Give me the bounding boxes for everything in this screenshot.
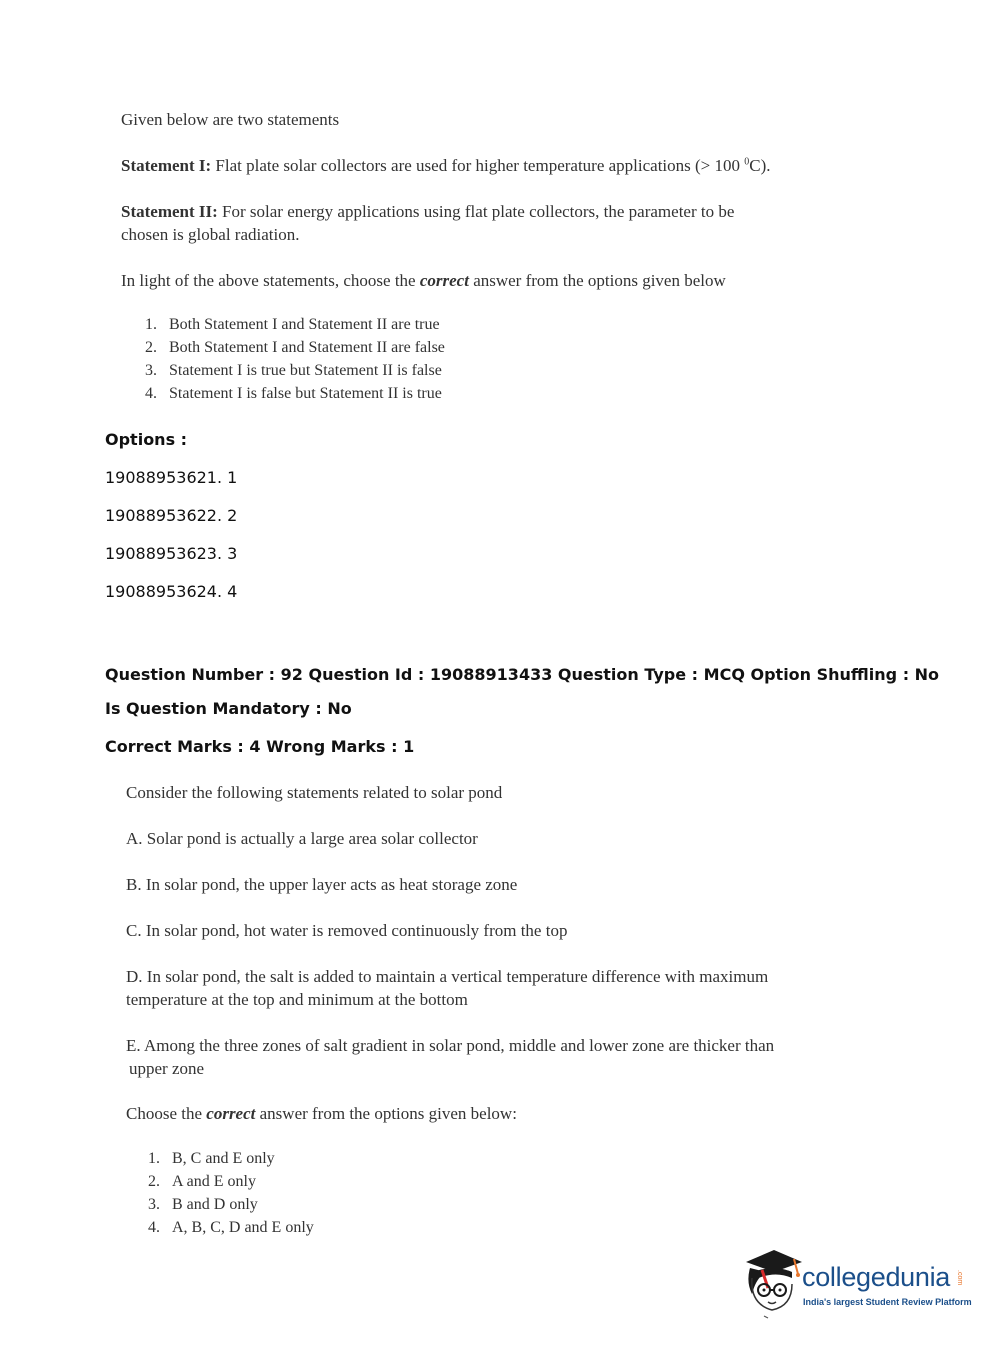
options-label: Options :: [105, 430, 188, 449]
q91-statement-1-text: Flat plate solar collectors are used for higher temperature applications (> 100: [215, 156, 741, 175]
q91-statement-2-line2: chosen is global radiation.: [121, 225, 300, 244]
choice-text: Statement I is false but Statement II is true: [169, 385, 442, 402]
q91-intro: Given below are two statements: [121, 110, 340, 129]
q92-intro: Consider the following statements related to solar pond: [126, 783, 503, 802]
option-4: 19088953624. 4: [105, 582, 238, 601]
choice-number: 4.: [145, 385, 157, 402]
q91-choose-instruction: [121, 271, 726, 291]
option-3: 19088953623. 3: [105, 544, 238, 563]
logo-dotcom: .com: [956, 1270, 963, 1286]
q91-statement-1-label: Statement I:: [121, 156, 212, 175]
q92-statement-e-line1: E. Among the three zones of salt gradient in solar pond, middle and lower zone are thicker than: [126, 1036, 775, 1055]
choice-text: A and E only: [172, 1173, 256, 1190]
option-1: 19088953621. 1: [105, 468, 238, 487]
q91-statement-2-line1: For solar energy applications using flat plate collectors, the parameter to be: [222, 202, 735, 221]
choice-number: 4.: [148, 1219, 160, 1236]
q92-choose-post: answer from the options given below:: [259, 1104, 517, 1123]
choice-text: Both Statement I and Statement II are true: [169, 316, 440, 333]
q91-statement-1-degree: 0: [744, 156, 750, 168]
choice-text: B, C and E only: [172, 1150, 275, 1167]
q92-statement-d-line1: D. In solar pond, the salt is added to maintain a vertical temperature difference with maximum: [126, 967, 769, 986]
choice-text: Both Statement I and Statement II are false: [169, 339, 445, 356]
q92-choose-instruction: [126, 1104, 517, 1124]
q92-header-line1: Question Number : 92 Question Id : 19088913433 Question Type : MCQ Option Shuffling : No: [105, 665, 940, 684]
choice-text: A, B, C, D and E only: [172, 1219, 314, 1236]
choice-number: 2.: [145, 339, 157, 356]
q91-choose-post: answer from the options given below: [473, 271, 726, 290]
logo-wordmark: collegedunia: [802, 1262, 951, 1292]
q91-statement-1-end: C).: [749, 156, 771, 175]
choice-number: 3.: [148, 1196, 160, 1213]
q92-statement-b: B. In solar pond, the upper layer acts as heat storage zone: [126, 875, 518, 894]
q91-statement-1: [121, 156, 771, 176]
option-2: 19088953622. 2: [105, 506, 238, 525]
choice-number: 1.: [148, 1150, 160, 1167]
q91-choose-em: correct: [419, 271, 469, 290]
choice-number: 1.: [145, 316, 157, 333]
q91-statement-2: [121, 202, 734, 222]
q92-header-line3: Correct Marks : 4 Wrong Marks : 1: [105, 737, 415, 756]
q91-statement-2-label: Statement II:: [121, 202, 218, 221]
mascot-icon: [742, 1248, 804, 1322]
choice-text: B and D only: [172, 1196, 258, 1213]
q92-choose-em: correct: [206, 1104, 256, 1123]
q92-header-line2: Is Question Mandatory : No: [105, 699, 352, 718]
collegedunia-logo[interactable]: [742, 1248, 972, 1322]
q91-choose-pre: In light of the above statements, choose the: [121, 271, 416, 290]
choice-text: Statement I is true but Statement II is false: [169, 362, 442, 379]
choice-number: 2.: [148, 1173, 160, 1190]
q92-choose-pre: Choose the: [126, 1104, 203, 1123]
q92-statement-a: A. Solar pond is actually a large area solar collector: [126, 829, 478, 848]
q92-statement-e-line2: upper zone: [129, 1059, 205, 1078]
q92-statement-d-line2: temperature at the top and minimum at the bottom: [126, 990, 468, 1009]
choice-number: 3.: [145, 362, 157, 379]
q92-statement-c: C. In solar pond, hot water is removed continuously from the top: [126, 921, 568, 940]
logo-tagline: India's largest Student Review Platform: [803, 1297, 972, 1307]
